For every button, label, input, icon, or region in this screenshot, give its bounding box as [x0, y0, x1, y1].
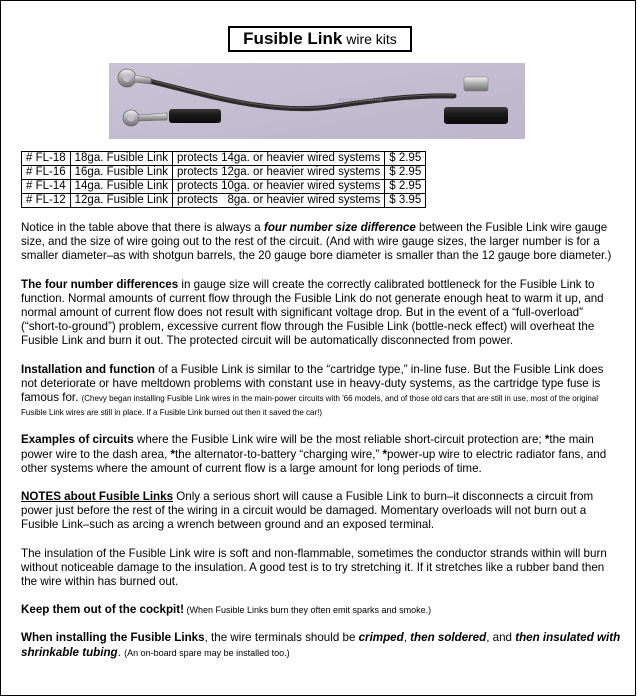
text-run: of a Fusible Link is similar to the “cartridge type,” in-line fuse. But the Fusible Link does not deteriorate or have meltdown problems with constant use in heavy-duty systems, as the cartridge type fuse is famous for.: [21, 362, 604, 405]
paragraph-insulation: [21, 547, 621, 590]
paragraph-installation: [21, 363, 621, 420]
table-cell: $ 2.95: [385, 166, 426, 180]
text-run: .: [117, 645, 125, 659]
table-row: [22, 166, 426, 180]
title-main: Fusible Link: [243, 29, 343, 48]
text-run: the main power wire to the dash area,: [21, 433, 594, 461]
text-run: ,: [403, 631, 411, 645]
paragraph-size-difference: [21, 221, 621, 264]
lead-in: Keep them out of the cockpit!: [21, 603, 184, 617]
text-run: in gauge size will create the correctly calibrated bottleneck for the Fusible Link to function. Normal amounts of current flow through the Fusible Link do not generate enough heat to warm it up, and normal amount of current flow does not result with significant voltage drop. But in the event of a “full-overload” (“short-to-ground”) problem, excessive current flow through the Fusible Link (bottle-neck effect) will overheat the Fusible Link and burn it out. The protected circuit will be automatically disconnected from power.: [21, 277, 604, 348]
text-run: Only a serious short will cause a Fusible Link to burn–it disconnects a circuit from power just before the rest of the wiring in a circuit would be damaged. Momentary overloads will not burn out a Fusible Link–such as arcing a wrench between ground and an exposed terminal.: [21, 490, 594, 532]
paragraph-cockpit: [21, 603, 621, 617]
table-row: [22, 180, 426, 194]
table-cell: $ 2.95: [385, 180, 426, 194]
table-cell: # FL-12: [22, 194, 71, 208]
table-cell: protects 8ga. or heavier wired systems: [172, 194, 384, 208]
paragraph-notes: [21, 490, 621, 533]
text-run: power-up wire to electric radiator fans, and other systems where the amount of current flow is a large amount for long periods of time.: [21, 447, 607, 475]
paragraph-examples: [21, 433, 621, 476]
bullet-star: *: [382, 447, 388, 461]
bullet-star: *: [170, 447, 176, 461]
text-run: Notice in the table above that there is always a: [21, 221, 264, 234]
table-cell: # FL-14: [22, 180, 71, 194]
page-title: [228, 26, 412, 52]
lead-in: Examples of circuits: [21, 433, 134, 447]
text-run: between the Fusible Link wire gauge size, and the size of wire going out to the rest of the circuit. (And with wire gauge sizes, the larger number is for a smaller diameter–as with shotgun barrels, the 20 gauge bore diameter is smaller than the 12 gauge bore diameter.): [21, 221, 612, 263]
wire-print: XXX XXX FUSIBLE LINK: [339, 97, 384, 102]
body-text: [21, 221, 621, 674]
table-cell: $ 2.95: [385, 152, 426, 166]
bullet-star: *: [544, 433, 550, 447]
text-run: , the wire terminals should be: [204, 631, 359, 645]
product-photo: [109, 63, 525, 139]
shrink-tube-icon: [169, 109, 221, 123]
table-cell: protects 12ga. or heavier wired systems: [172, 166, 384, 180]
butt-connector-icon: [464, 77, 488, 91]
table-cell: # FL-18: [22, 152, 71, 166]
emphasis-run: crimped: [358, 631, 404, 645]
title-sub: wire kits: [342, 31, 397, 47]
small-note: (When Fusible Links burn they often emit sparks and smoke.): [183, 605, 432, 616]
text-run: , and: [486, 631, 516, 645]
text-run: the alternator-to-battery “charging wire,”: [175, 447, 383, 461]
table-row: [22, 194, 426, 208]
emphasis-run: then insulated with shrinkable tubing: [21, 631, 621, 659]
emphasis-run: four number size difference: [263, 221, 416, 234]
paragraph-installing: [21, 631, 621, 659]
table-cell: protects 14ga. or heavier wired systems: [172, 152, 384, 166]
lead-in: NOTES about Fusible Links: [21, 490, 174, 504]
kits-table: [21, 151, 426, 208]
table-cell: 18ga. Fusible Link: [70, 152, 172, 166]
lead-in: Installation and function: [21, 362, 155, 376]
text-run: The insulation of the Fusible Link wire is soft and non-flammable, sometimes the conductor strands within will burn without noticeable damage to the insulation. A good test is to try stretching it. If it stretches like a rubber band then the wire within has burned out.: [21, 546, 607, 589]
lead-in: The four number differences: [21, 277, 179, 291]
table-cell: 12ga. Fusible Link: [70, 194, 172, 208]
small-note: (Chevy began installing Fusible Link wires in the main-power circuits with '66 models, and of those old cars that are still in use, most of the original Fusible Link wires are still in place. If a Fusible Link burned out then it saved the car!): [21, 394, 599, 418]
emphasis-run: then soldered: [410, 631, 487, 645]
table-cell: # FL-16: [22, 166, 71, 180]
table-row: [22, 152, 426, 166]
table-cell: protects 10ga. or heavier wired systems: [172, 180, 384, 194]
text-run: where the Fusible Link wire will be the most reliable short-circuit protection are;: [133, 433, 545, 447]
paragraph-four-number: [21, 278, 621, 349]
table-cell: $ 3.95: [385, 194, 426, 208]
table-cell: 14ga. Fusible Link: [70, 180, 172, 194]
table-cell: 16ga. Fusible Link: [70, 166, 172, 180]
small-note: (An on-board spare may be installed too.): [124, 647, 290, 658]
lead-in: When installing the Fusible Links: [21, 631, 205, 645]
